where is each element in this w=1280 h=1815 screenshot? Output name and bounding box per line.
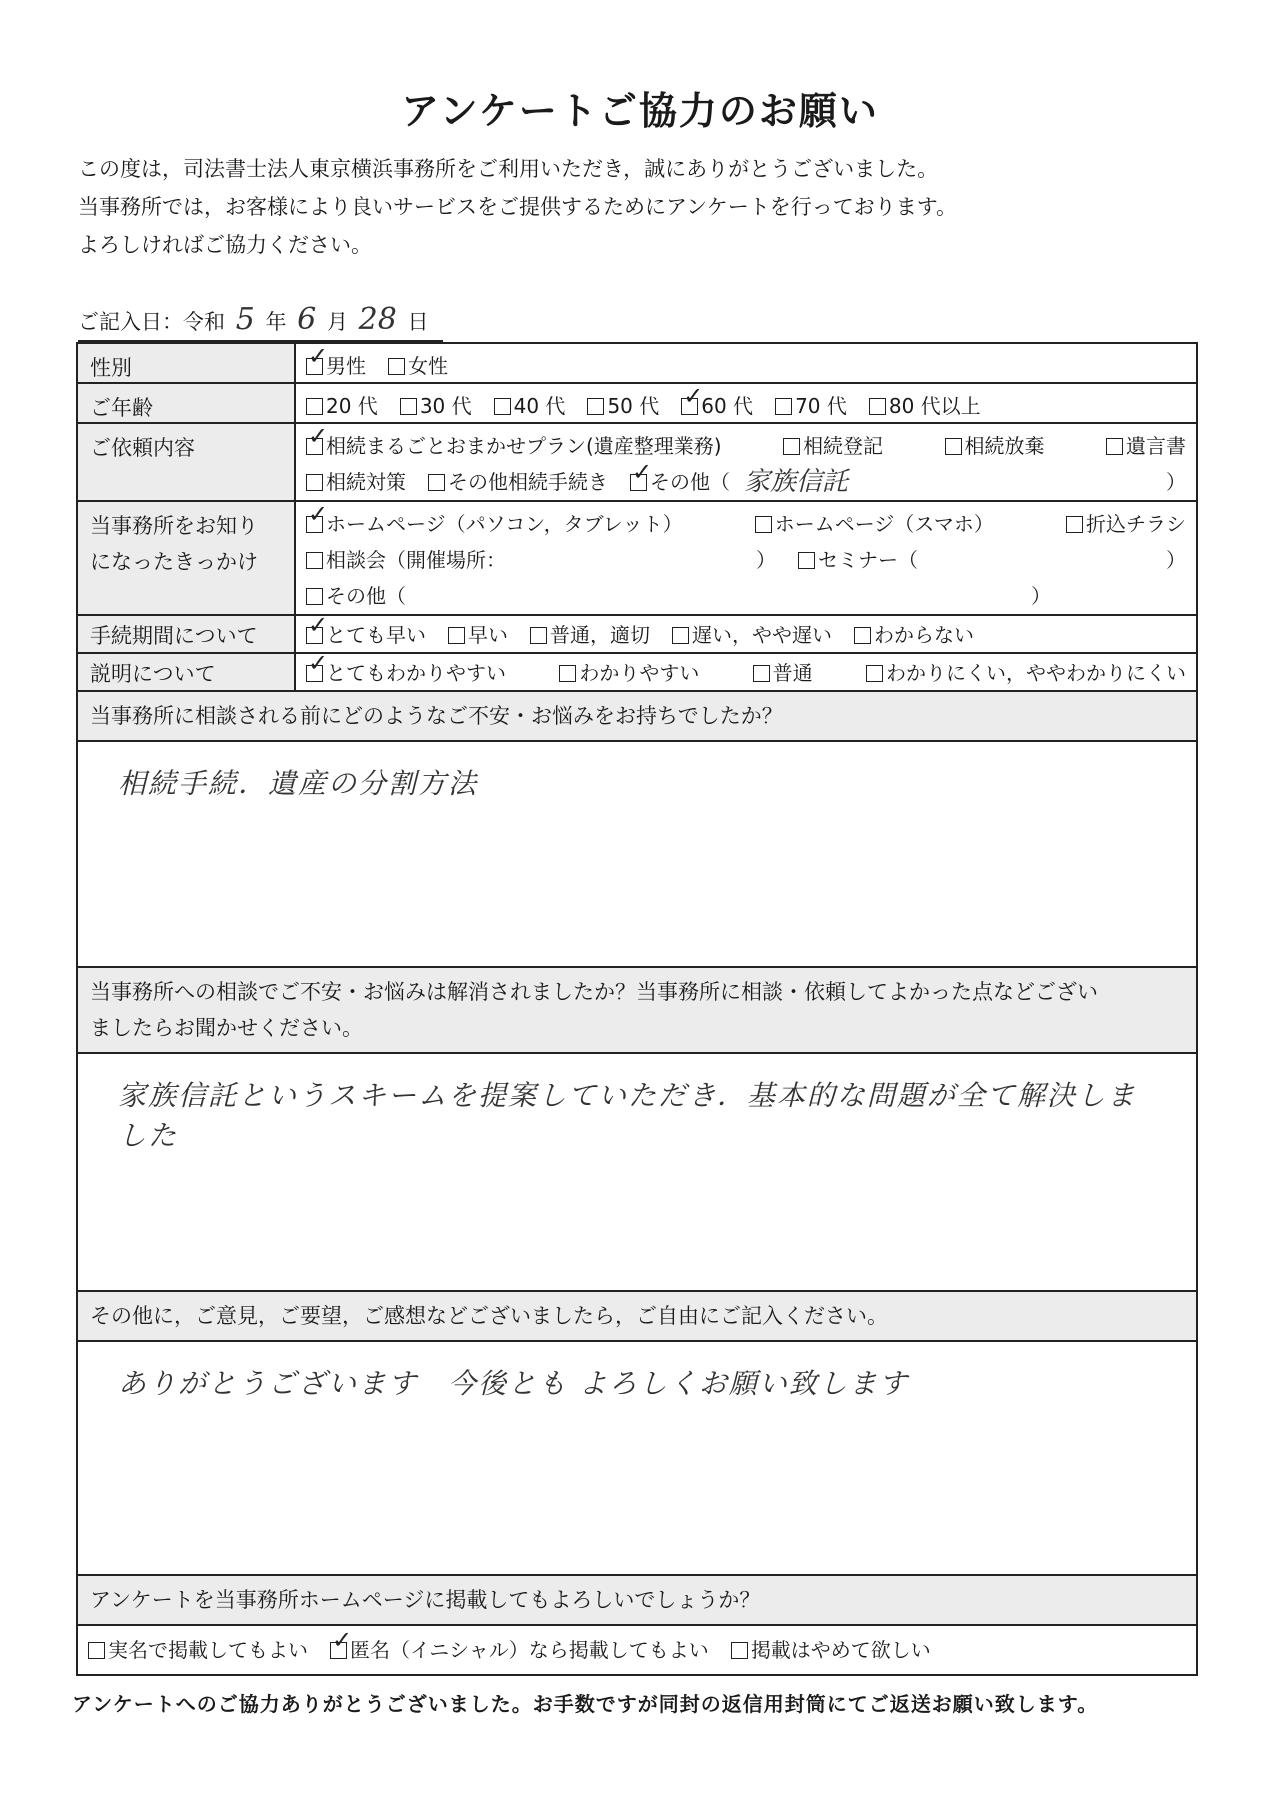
checkbox-icon[interactable] <box>388 358 405 375</box>
option-average[interactable] <box>753 655 813 691</box>
option-slow[interactable] <box>672 617 832 653</box>
answer-resolved-text: 家族信託というスキームを提案していただき．基本的な問題が全て解決しました <box>118 1079 1137 1152</box>
option-label: 相続登記 <box>803 434 884 458</box>
option-male[interactable] <box>306 348 366 384</box>
date-year[interactable]: 5 <box>235 302 255 337</box>
paren-close: ） <box>756 548 776 572</box>
label-age: ご年齢 <box>78 384 296 422</box>
paren-close: ） <box>1166 548 1186 572</box>
option-flyer[interactable] <box>1066 506 1186 542</box>
option-label: 40 代 <box>513 394 566 418</box>
option-label: 遅い，やや遅い <box>692 623 832 647</box>
checkbox-icon[interactable] <box>448 627 465 644</box>
closing-message: アンケートへのご協力ありがとうございました。お手数ですが同封の返信用封筒にてご返送お願い致します。 <box>72 1692 1099 1716</box>
option-other-procedures[interactable] <box>428 464 608 500</box>
option-full-plan[interactable] <box>306 428 722 464</box>
question-line: ましたらお聞かせください。 <box>90 1016 363 1040</box>
option-label: 折込チラシ <box>1086 512 1186 536</box>
option-label: 匿名（イニシャル）なら掲載してもよい <box>350 1638 709 1662</box>
checkbox-icon[interactable] <box>755 516 772 533</box>
option-label: 20 代 <box>326 394 378 418</box>
row-age <box>78 384 1196 424</box>
option-very-clear[interactable] <box>306 655 506 691</box>
label-explanation: 説明について <box>78 654 296 690</box>
checkbox-icon[interactable] <box>306 665 323 682</box>
option-unknown[interactable] <box>854 617 974 653</box>
row-gender <box>78 344 1196 384</box>
checkbox-icon[interactable] <box>88 1642 105 1659</box>
date-day-unit: 日 <box>407 310 429 334</box>
checkbox-icon[interactable] <box>869 398 886 415</box>
checkbox-icon[interactable] <box>672 627 689 644</box>
date-year-unit: 年 <box>265 310 287 334</box>
option-label: とてもわかりやすい <box>326 661 506 685</box>
option-age-40[interactable] <box>494 388 566 424</box>
option-planning[interactable] <box>306 464 406 500</box>
label-request: ご依頼内容 <box>78 424 296 500</box>
option-age-60[interactable] <box>681 388 753 424</box>
date-month-unit: 月 <box>326 310 348 334</box>
option-label: 50 代 <box>607 394 660 418</box>
option-homepage-pc[interactable] <box>306 506 683 542</box>
question-resolved <box>78 968 1196 1054</box>
option-label: 普通，適切 <box>550 623 650 647</box>
intro-line: よろしければご協力ください。 <box>78 233 372 257</box>
paren-close: ） <box>1031 584 1051 608</box>
checkbox-icon[interactable] <box>681 398 698 415</box>
checkbox-icon[interactable] <box>587 398 604 415</box>
option-age-80[interactable] <box>869 388 981 424</box>
option-consult-event[interactable] <box>306 542 776 578</box>
option-label: その他相続手続き <box>448 470 608 494</box>
option-real-name[interactable] <box>88 1632 308 1668</box>
intro-line: この度は，司法書士法人東京横浜事務所をご利用いただき，誠にありがとうございました。 <box>78 157 939 181</box>
option-age-20[interactable] <box>306 388 378 424</box>
intro-text <box>78 150 957 264</box>
option-age-50[interactable] <box>587 388 659 424</box>
checkbox-icon[interactable] <box>866 665 883 682</box>
question-publish: アンケートを当事務所ホームページに掲載してもよろしいでしょうか？ <box>78 1576 1196 1626</box>
question-line: 当事務所への相談でご不安・お悩みは解消されましたか？当事務所に相談・依頼してよかった点などござい <box>90 980 1098 1004</box>
answer-worries[interactable] <box>78 742 1196 968</box>
checkbox-icon[interactable] <box>306 627 323 644</box>
option-label: わかりにくい，ややわかりにくい <box>885 661 1186 685</box>
checkbox-icon[interactable] <box>630 474 647 491</box>
option-label: 80 代以上 <box>888 394 981 418</box>
row-explanation <box>78 654 1196 692</box>
option-label: 男性 <box>326 354 366 378</box>
intro-line: 当事務所では，お客様により良いサービスをご提供するためにアンケートを行っております。 <box>78 195 958 219</box>
question-comments: その他に，ご意見，ご要望，ご感想などございましたら，ご自由にご記入ください。 <box>78 1292 1196 1342</box>
checkbox-icon[interactable] <box>1066 516 1083 533</box>
checkbox-icon[interactable] <box>1106 438 1123 455</box>
label-line: になったきっかけ <box>90 550 258 574</box>
option-label: 30 代 <box>419 394 472 418</box>
checkbox-icon[interactable] <box>306 588 323 605</box>
checkbox-icon[interactable] <box>798 552 815 569</box>
option-request-other[interactable] <box>630 464 1186 500</box>
option-no-publish[interactable] <box>731 1632 931 1668</box>
date-label: ご記入日：令和 <box>78 310 225 334</box>
checkbox-icon[interactable] <box>306 516 323 533</box>
label-gender: 性別 <box>78 344 296 382</box>
checkbox-icon[interactable] <box>731 1642 748 1659</box>
option-female[interactable] <box>388 348 448 384</box>
option-label: セミナー（ <box>818 548 918 572</box>
option-label: その他（ <box>650 470 730 494</box>
option-seminar[interactable] <box>798 542 1186 578</box>
checkbox-icon[interactable] <box>854 627 871 644</box>
answer-comments[interactable] <box>78 1342 1196 1576</box>
answer-comments-text: ありがとうございます 今後とも よろしくお願い致します <box>118 1367 909 1400</box>
option-age-30[interactable] <box>400 388 472 424</box>
checkbox-icon[interactable] <box>306 398 323 415</box>
option-source-other[interactable] <box>306 578 1051 614</box>
request-other-input[interactable]: 家族信託 <box>744 467 849 497</box>
option-will[interactable] <box>1106 428 1186 464</box>
option-age-70[interactable] <box>775 388 847 424</box>
page-title: アンケートご協力のお願い <box>401 89 879 133</box>
option-label: 相続まるごとおまかせプラン(遺産整理業務) <box>326 434 722 458</box>
checkbox-icon[interactable] <box>530 627 547 644</box>
label-source <box>78 502 296 614</box>
option-label: 掲載はやめて欲しい <box>750 1638 931 1662</box>
option-label: 70 代 <box>795 394 847 418</box>
option-label: 相続対策 <box>326 470 406 494</box>
date-month[interactable]: 6 <box>297 302 317 337</box>
option-clear[interactable] <box>559 655 699 691</box>
checkbox-icon[interactable] <box>306 358 323 375</box>
label-line: 当事務所をお知り <box>90 514 258 538</box>
answer-resolved[interactable] <box>78 1054 1196 1292</box>
option-label: 遺言書 <box>1125 434 1186 458</box>
option-very-fast[interactable] <box>306 617 426 653</box>
option-label: 早い <box>468 623 508 647</box>
row-publish <box>78 1626 1196 1674</box>
option-label: その他（ <box>326 584 406 608</box>
option-label: 相談会（開催場所： <box>326 548 506 572</box>
checkbox-icon[interactable] <box>775 398 792 415</box>
checkbox-icon[interactable] <box>559 665 576 682</box>
checkbox-icon[interactable] <box>428 474 445 491</box>
checkbox-icon[interactable] <box>306 474 323 491</box>
question-worries: 当事務所に相談される前にどのようなご不安・お悩みをお持ちでしたか？ <box>78 692 1196 742</box>
survey-form <box>76 342 1198 1676</box>
option-label: 相続放棄 <box>964 434 1045 458</box>
option-anonymous[interactable] <box>330 1632 709 1668</box>
option-label: 60 代 <box>701 394 754 418</box>
checkbox-icon[interactable] <box>306 552 323 569</box>
option-renunciation[interactable] <box>945 428 1045 464</box>
label-period: 手続期間について <box>78 616 296 652</box>
option-registration[interactable] <box>783 428 883 464</box>
checkbox-icon[interactable] <box>753 665 770 682</box>
option-label: とても早い <box>326 623 426 647</box>
checkbox-icon[interactable] <box>306 438 323 455</box>
checkbox-icon[interactable] <box>945 438 962 455</box>
checkbox-icon[interactable] <box>330 1642 347 1659</box>
option-label: 女性 <box>408 354 448 378</box>
option-label: 普通 <box>772 661 813 685</box>
row-period <box>78 616 1196 654</box>
checkbox-icon[interactable] <box>783 438 800 455</box>
option-fast[interactable] <box>448 617 508 653</box>
option-homepage-phone[interactable] <box>755 506 994 542</box>
option-unclear[interactable] <box>866 655 1186 691</box>
checkbox-icon[interactable] <box>400 398 417 415</box>
option-label: わからない <box>874 623 974 647</box>
checkbox-icon[interactable] <box>494 398 511 415</box>
option-label: ホームページ（パソコン，タブレット） <box>326 512 683 536</box>
answer-worries-text: 相続手続．遺産の分割方法 <box>118 767 479 800</box>
option-label: ホームページ（スマホ） <box>774 512 994 536</box>
row-source <box>78 502 1196 616</box>
option-normal[interactable] <box>530 617 650 653</box>
option-label: わかりやすい <box>579 661 700 685</box>
entry-date <box>78 302 443 342</box>
paren-close: ） <box>1166 470 1186 494</box>
date-day[interactable]: 28 <box>358 302 397 337</box>
option-label: 実名で掲載してもよい <box>108 1638 308 1662</box>
row-request <box>78 424 1196 502</box>
